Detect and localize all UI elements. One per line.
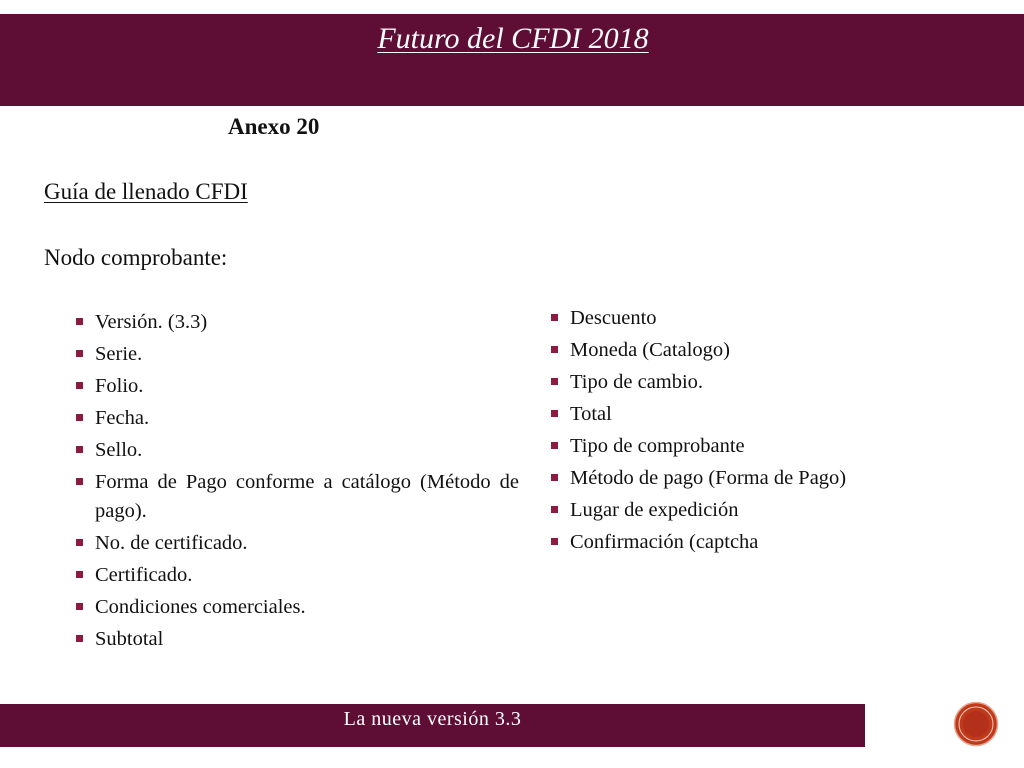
list-item-text: Método de pago (Forma de Pago) (570, 467, 847, 489)
list-item (548, 494, 968, 526)
circle-badge-icon (953, 701, 999, 747)
list-item-text: Condiciones comerciales. (95, 596, 306, 618)
square-bullet-icon (551, 538, 558, 545)
square-bullet-icon (76, 539, 83, 546)
square-bullet-icon (76, 635, 83, 642)
list-item (73, 402, 519, 434)
right-item-list (548, 302, 968, 558)
list-item (548, 398, 968, 430)
square-bullet-icon (551, 442, 558, 449)
list-item-text: Subtotal (95, 628, 164, 650)
annex-title: Anexo 20 (228, 114, 320, 139)
square-bullet-icon (76, 350, 83, 357)
node-title: Nodo comprobante: (44, 245, 228, 270)
square-bullet-icon (76, 603, 83, 610)
list-item (548, 366, 968, 398)
square-bullet-icon (76, 446, 83, 453)
list-item (548, 302, 968, 334)
guide-title: Guía de llenado CFDI (44, 179, 248, 204)
list-item (73, 306, 519, 338)
list-item (73, 559, 519, 591)
square-bullet-icon (76, 382, 83, 389)
list-item-text: Moneda (Catalogo) (570, 339, 730, 361)
footer-caption: La nueva versión 3.3 (343, 708, 522, 730)
list-item-text: Serie. (95, 343, 143, 365)
square-bullet-icon (551, 474, 558, 481)
list-item-text: Certificado. (95, 564, 193, 586)
list-item (73, 338, 519, 370)
square-bullet-icon (551, 378, 558, 385)
list-item (73, 434, 519, 466)
square-bullet-icon (551, 410, 558, 417)
list-item-text: Folio. (95, 375, 144, 397)
list-item (73, 466, 519, 527)
list-item-text: Tipo de cambio. (570, 371, 704, 393)
list-item-text: Fecha. (95, 407, 150, 429)
list-item (73, 623, 519, 655)
list-item (548, 462, 968, 494)
list-item (73, 591, 519, 623)
list-item (73, 370, 519, 402)
list-item-text: Descuento (570, 307, 657, 329)
square-bullet-icon (76, 478, 83, 485)
list-item (548, 430, 968, 462)
list-item (548, 334, 968, 366)
left-item-list (73, 306, 519, 655)
list-item-text: Confirmación (captcha (570, 531, 759, 553)
list-item (73, 527, 519, 559)
square-bullet-icon (551, 506, 558, 513)
list-item-text: Versión. (3.3) (95, 311, 208, 333)
list-item-text: Sello. (95, 439, 143, 461)
list-item-text: Total (570, 403, 612, 425)
list-item (548, 526, 968, 558)
list-item-text: Lugar de expedición (570, 499, 739, 521)
list-item-text: No. de certificado. (95, 532, 248, 554)
square-bullet-icon (76, 414, 83, 421)
list-item-text: Forma de Pago conforme a catálogo (Método de pago). (95, 471, 519, 522)
list-item-text: Tipo de comprobante (570, 435, 745, 457)
square-bullet-icon (551, 346, 558, 353)
square-bullet-icon (551, 314, 558, 321)
square-bullet-icon (76, 571, 83, 578)
square-bullet-icon (76, 318, 83, 325)
slide-title: Futuro del CFDI 2018 (377, 22, 649, 55)
